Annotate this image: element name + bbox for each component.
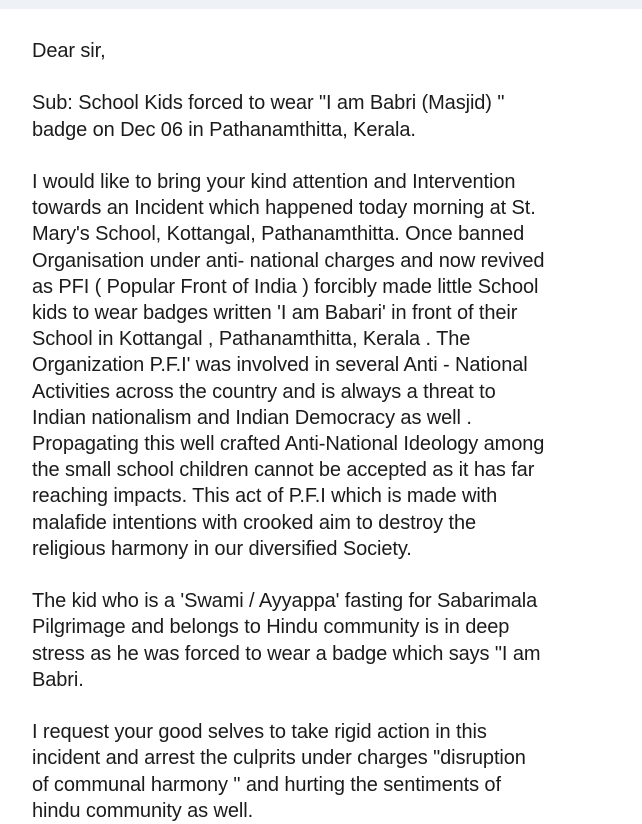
paragraph-action-request: I request your good selves to take rigid action in this incident and arrest the culprits under charges "disruption of communal harmony " and hurting the sentiments of hindu community as well. bbox=[32, 721, 526, 822]
salutation: Dear sir, bbox=[32, 40, 106, 62]
paragraph-kid-stress: The kid who is a 'Swami / Ayyappa' fasting for Sabarimala Pilgrimage and belongs to Hindu community is in deep stress as he was forced to wear a badge which says "I am Babri. bbox=[32, 590, 541, 691]
top-band bbox=[0, 0, 642, 9]
letter-body bbox=[32, 38, 632, 824]
paragraph-intervention-request: I would like to bring your kind attention and Intervention towards an Incident which happened today morning at St. Mary's School, Kottangal, Pathanamthitta. Once banned Organisation under anti- national charges and now revived as PFI ( Popular Front of India ) forcibly made little School kids to wear badges written 'I am Babari' in front of their School in Kottangal , Pathanamthitta, Kerala . The Organization P.F.I' was involved in several Anti - National Activities across the country and is always a threat to Indian nationalism and Indian Democracy as well . Propagating this well crafted Anti-National Ideology among the small school children cannot be accepted as it has far reaching impacts. This act of P.F.I which is made with malafide intentions with crooked aim to destroy the religious harmony in our diversified Society. bbox=[32, 170, 545, 560]
subject-line: Sub: School Kids forced to wear "I am Babri (Masjid) " badge on Dec 06 in Pathanamthitta, Kerala. bbox=[32, 92, 505, 141]
